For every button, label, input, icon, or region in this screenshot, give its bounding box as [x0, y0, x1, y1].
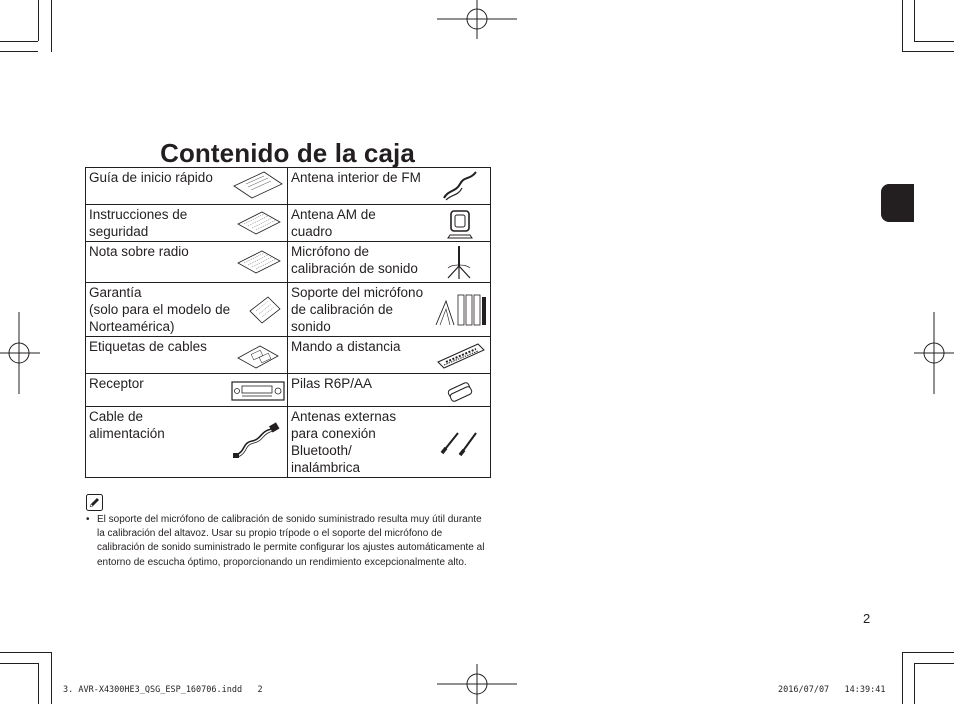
table-cell — [86, 205, 288, 242]
crop-mark — [51, 652, 52, 704]
crop-mark — [38, 0, 39, 41]
table-cell — [86, 168, 288, 205]
item-label: Soporte del micrófono de calibración de sonido — [291, 285, 424, 334]
table-cell — [86, 374, 288, 407]
table-cell — [288, 283, 491, 337]
cable-labels-icon — [234, 340, 284, 370]
item-label: Mando a distancia — [291, 339, 401, 354]
note-block — [86, 513, 486, 570]
power-cord-icon — [232, 421, 282, 461]
item-label: Antenas externas para conexión Bluetooth/ inalámbrica — [291, 409, 397, 475]
section-tab — [881, 184, 914, 222]
item-label: Antena AM de cuadro — [291, 207, 376, 239]
crop-mark — [38, 663, 39, 704]
crop-mark — [51, 0, 52, 52]
item-label: Instrucciones de seguridad — [89, 207, 188, 239]
microphone-icon — [442, 244, 476, 280]
item-label: Cable de alimentación — [89, 409, 165, 441]
table-cell — [288, 407, 491, 478]
crop-mark — [902, 652, 954, 653]
safety-instructions-icon — [234, 208, 284, 238]
table-cell — [86, 242, 288, 283]
am-loop-antenna-icon — [446, 208, 476, 240]
item-label: Garantía (solo para el modelo de Norteamérica) — [89, 285, 231, 334]
warranty-icon — [246, 291, 284, 329]
receiver-icon — [230, 378, 286, 404]
crop-mark — [0, 41, 38, 42]
crop-mark — [914, 0, 915, 41]
batteries-icon — [444, 378, 474, 402]
registration-mark-top — [437, 0, 517, 40]
crop-mark — [914, 41, 954, 42]
item-label: Pilas R6P/AA — [291, 376, 373, 391]
external-antennas-icon — [440, 429, 480, 457]
bullet: • — [86, 514, 90, 525]
crop-mark — [902, 0, 903, 52]
table-cell — [288, 337, 491, 374]
mic-stand-icon — [432, 291, 488, 331]
table-cell — [288, 374, 491, 407]
item-label: Antena interior de FM — [291, 170, 421, 185]
radio-note-icon — [234, 247, 284, 277]
table-cell — [288, 205, 491, 242]
table-cell — [86, 283, 288, 337]
box-contents-table — [85, 167, 491, 478]
item-label: Guía de inicio rápido — [89, 170, 213, 185]
item-label: Micrófono de calibración de sonido — [291, 244, 418, 276]
table-cell — [288, 168, 491, 205]
crop-mark — [0, 652, 52, 653]
item-label: Receptor — [89, 376, 144, 391]
crop-mark — [902, 51, 954, 52]
quick-guide-icon — [230, 170, 284, 200]
table-cell — [86, 337, 288, 374]
crop-mark — [0, 51, 38, 52]
fm-antenna-icon — [438, 170, 482, 202]
registration-mark-left — [0, 312, 40, 394]
table-cell — [288, 242, 491, 283]
registration-mark-bottom — [437, 664, 517, 704]
item-label: Etiquetas de cables — [89, 339, 207, 354]
item-label: Nota sobre radio — [89, 244, 189, 259]
page-title: Contenido de la caja — [160, 138, 415, 168]
crop-mark — [914, 663, 915, 704]
note-text: El soporte del micrófono de calibración de sonido suministrado resulta muy útil durante la calibración del altavoz. Usar su propio trípode o el soporte del micrófono de calibración de sonido suministrado le permite configurar los ajustes automáticamente al entorno de escucha óptimo, proporcionando un rendimiento excepcionalmente alto. — [97, 514, 485, 568]
registration-mark-right — [914, 312, 954, 394]
crop-mark — [902, 652, 903, 704]
slug-timestamp: 2016/07/07 14:39:41 — [778, 685, 886, 695]
slug-file: 3. AVR-X4300HE3_QSG_ESP_160706.indd 2 — [63, 685, 263, 695]
crop-mark — [0, 663, 38, 664]
pencil-note-icon — [86, 494, 103, 511]
table-cell — [86, 407, 288, 478]
remote-control-icon — [436, 340, 486, 370]
crop-mark — [914, 663, 954, 664]
page-number: 2 — [863, 611, 871, 626]
